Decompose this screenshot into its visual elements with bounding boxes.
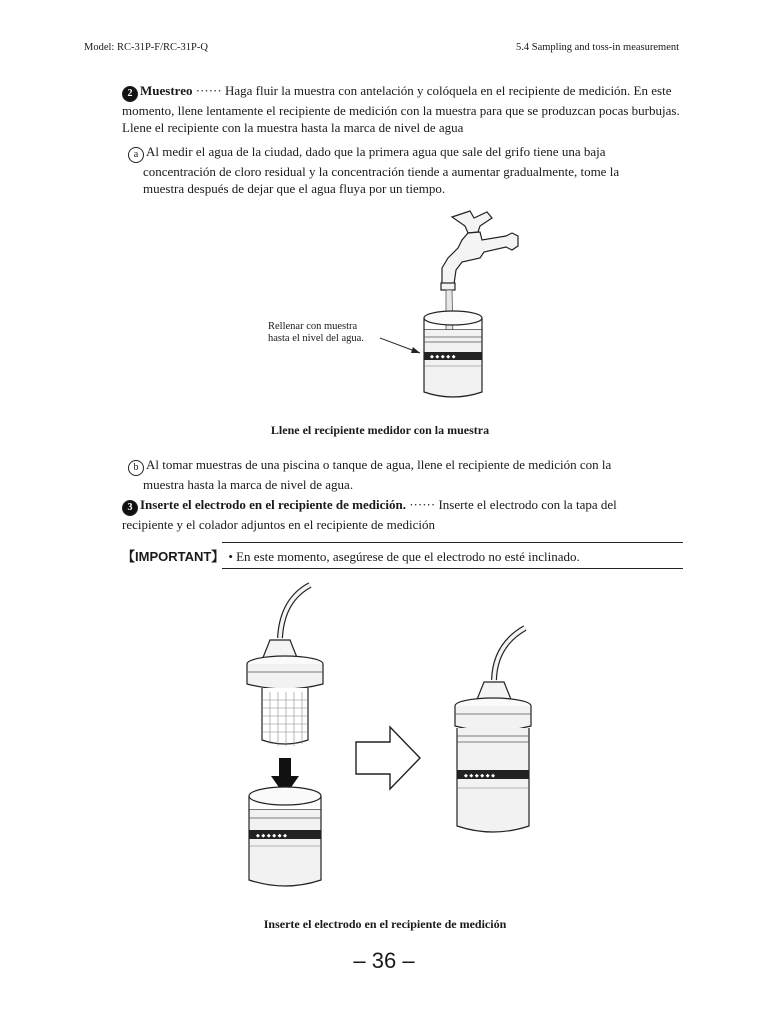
note-a-line1: Al medir el agua de la ciudad, dado que la primera agua que sale del grifo tiene una baja (146, 144, 606, 159)
figure2-caption: Inserte el electrodo en el recipiente de medición (263, 917, 507, 931)
fill-level-label-line1: Rellenar con muestra (268, 321, 358, 332)
note-b-mark: b (128, 460, 144, 476)
note-a-mark: a (128, 147, 144, 163)
important-text: • En este momento, asegúrese de que el electrodo no esté inclinado. (228, 549, 580, 564)
step3-dots: ······ (409, 497, 436, 512)
fill-level-label-line2: hasta el nivel del agua. (268, 333, 364, 344)
step3-number: 3 (122, 500, 138, 516)
note-a-line2: concentración de cloro residual y la concentración tiende a aumentar gradualmente, tome la (143, 164, 620, 179)
step2-line1: Haga fluir la muestra con antelación y colóquela en el recipiente de medición. En este (224, 83, 672, 98)
step2-line3: Llene el recipiente con la muestra hasta la marca de nivel de agua (122, 120, 464, 135)
step3-line2: recipiente y el colador adjuntos en el recipiente de medición (122, 517, 435, 532)
note-b-line1: Al tomar muestras de una piscina o tanque de agua, llene el recipiente de medición con la (146, 457, 612, 472)
step2-line2: momento, llene lentamente el recipiente de medición con la muestra para que se produzcan pocas burbujas. (122, 103, 680, 118)
step3-title: Inserte el electrodo en el recipiente de medición. (140, 497, 406, 512)
header-section: 5.4 Sampling and toss-in measurement (516, 42, 680, 53)
figure1-caption: Llene el recipiente medidor con la muestra (270, 423, 490, 437)
step2-title: Muestreo (140, 83, 193, 98)
page-number: – 36 – (353, 948, 415, 973)
svg-text:◆ ◆ ◆ ◆ ◆ ◆: ◆ ◆ ◆ ◆ ◆ ◆ (256, 833, 288, 839)
note-b-line2: muestra hasta la marca de nivel de agua. (143, 477, 354, 492)
svg-text:◆ ◆ ◆ ◆ ◆ ◆: ◆ ◆ ◆ ◆ ◆ ◆ (464, 773, 496, 779)
step2-number: 2 (122, 86, 138, 102)
note-a-line3: muestra después de dejar que el agua fluya por un tiempo. (143, 181, 446, 196)
header-model: Model: RC-31P-F/RC-31P-Q (84, 42, 208, 53)
svg-text:◆ ◆ ◆ ◆ ◆: ◆ ◆ ◆ ◆ ◆ (430, 354, 456, 360)
important-label: 【IMPORTANT】 (122, 549, 225, 564)
step3-line1: Inserte el electrodo con la tapa del (438, 497, 617, 512)
step2-dots: ······ (195, 83, 222, 98)
